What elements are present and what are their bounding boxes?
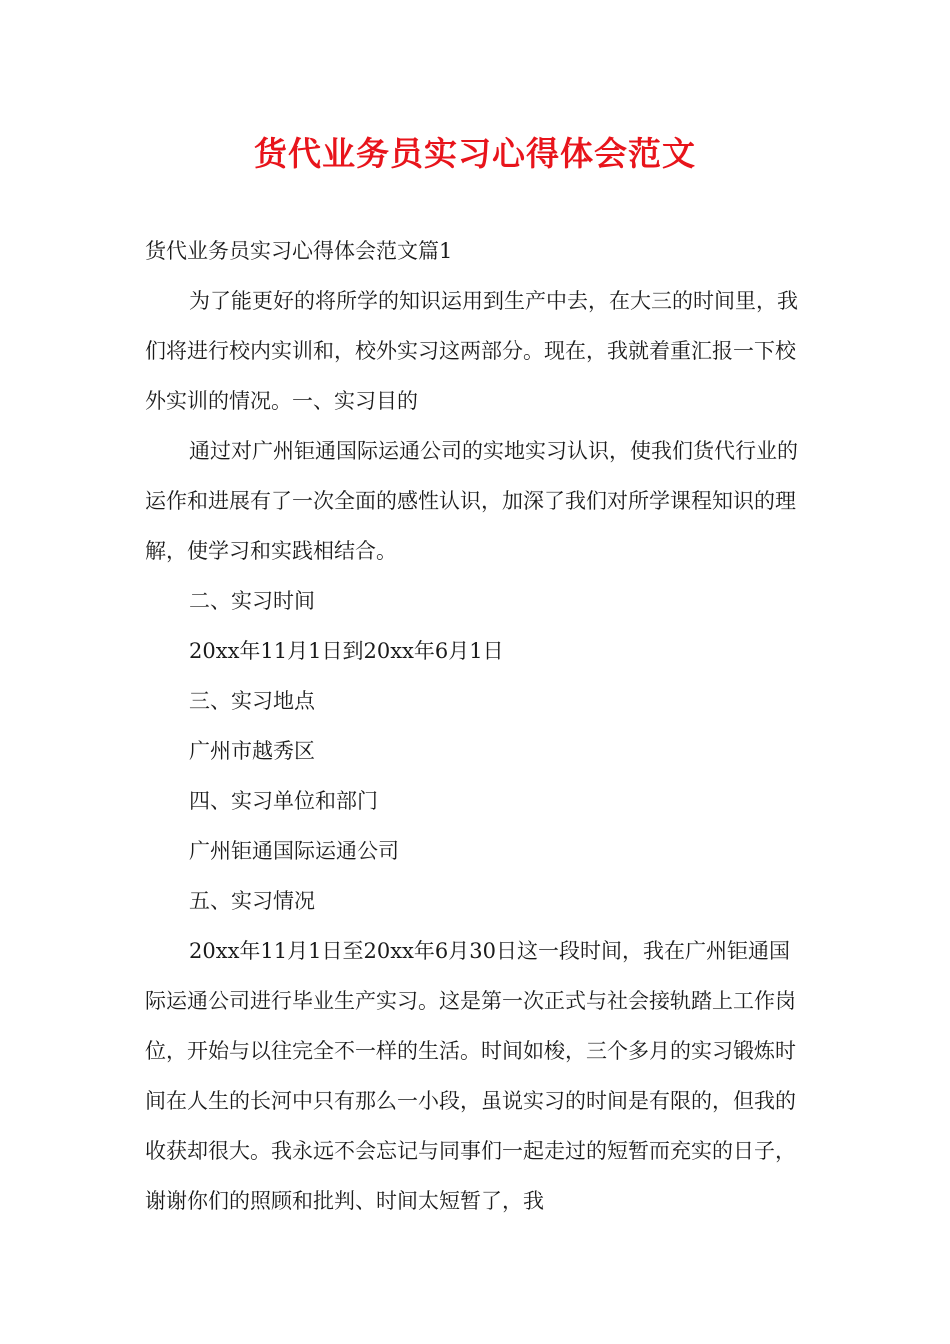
paragraph-situation: 20xx年11月1日至20xx年6月30日这一段时间，我在广州钜通国际运通公司进行毕业生产实习。这是第一次正式与社会接轨踏上工作岗位，开始与以往完全不一样的生活。时间如梭，三个多月的实习锻炼时间在人生的长河中只有那么一小段，虽说实习的时间是有限的，但我的收获却很大。我永远不会忘记与同事们一起走过的短暂而充实的日子，谢谢你们的照顾和批判、时间太短暂了，我 bbox=[145, 939, 796, 1213]
paragraph-purpose: 通过对广州钜通国际运通公司的实地实习认识，使我们货代行业的运作和进展有了一次全面的感性认识，加深了我们对所学课程知识的理解，使学习和实践相结合。 bbox=[145, 439, 798, 563]
value-location: 广州市越秀区 bbox=[189, 739, 315, 763]
value-unit: 广州钜通国际运通公司 bbox=[189, 839, 399, 863]
heading-unit: 四、实习单位和部门 bbox=[189, 789, 378, 813]
document-title: 货代业务员实习心得体会范文 bbox=[254, 134, 696, 173]
heading-situation: 五、实习情况 bbox=[189, 889, 315, 913]
document-body bbox=[145, 226, 810, 1226]
heading-location: 三、实习地点 bbox=[189, 689, 315, 713]
heading-time: 二、实习时间 bbox=[189, 589, 315, 613]
section-heading: 货代业务员实习心得体会范文篇1 bbox=[145, 239, 453, 263]
paragraph-intro: 为了能更好的将所学的知识运用到生产中去，在大三的时间里，我们将进行校内实训和，校外实习这两部分。现在，我就着重汇报一下校外实训的情况。一、实习目的 bbox=[145, 289, 798, 413]
value-time: 20xx年11月1日到20xx年6月1日 bbox=[189, 639, 504, 663]
